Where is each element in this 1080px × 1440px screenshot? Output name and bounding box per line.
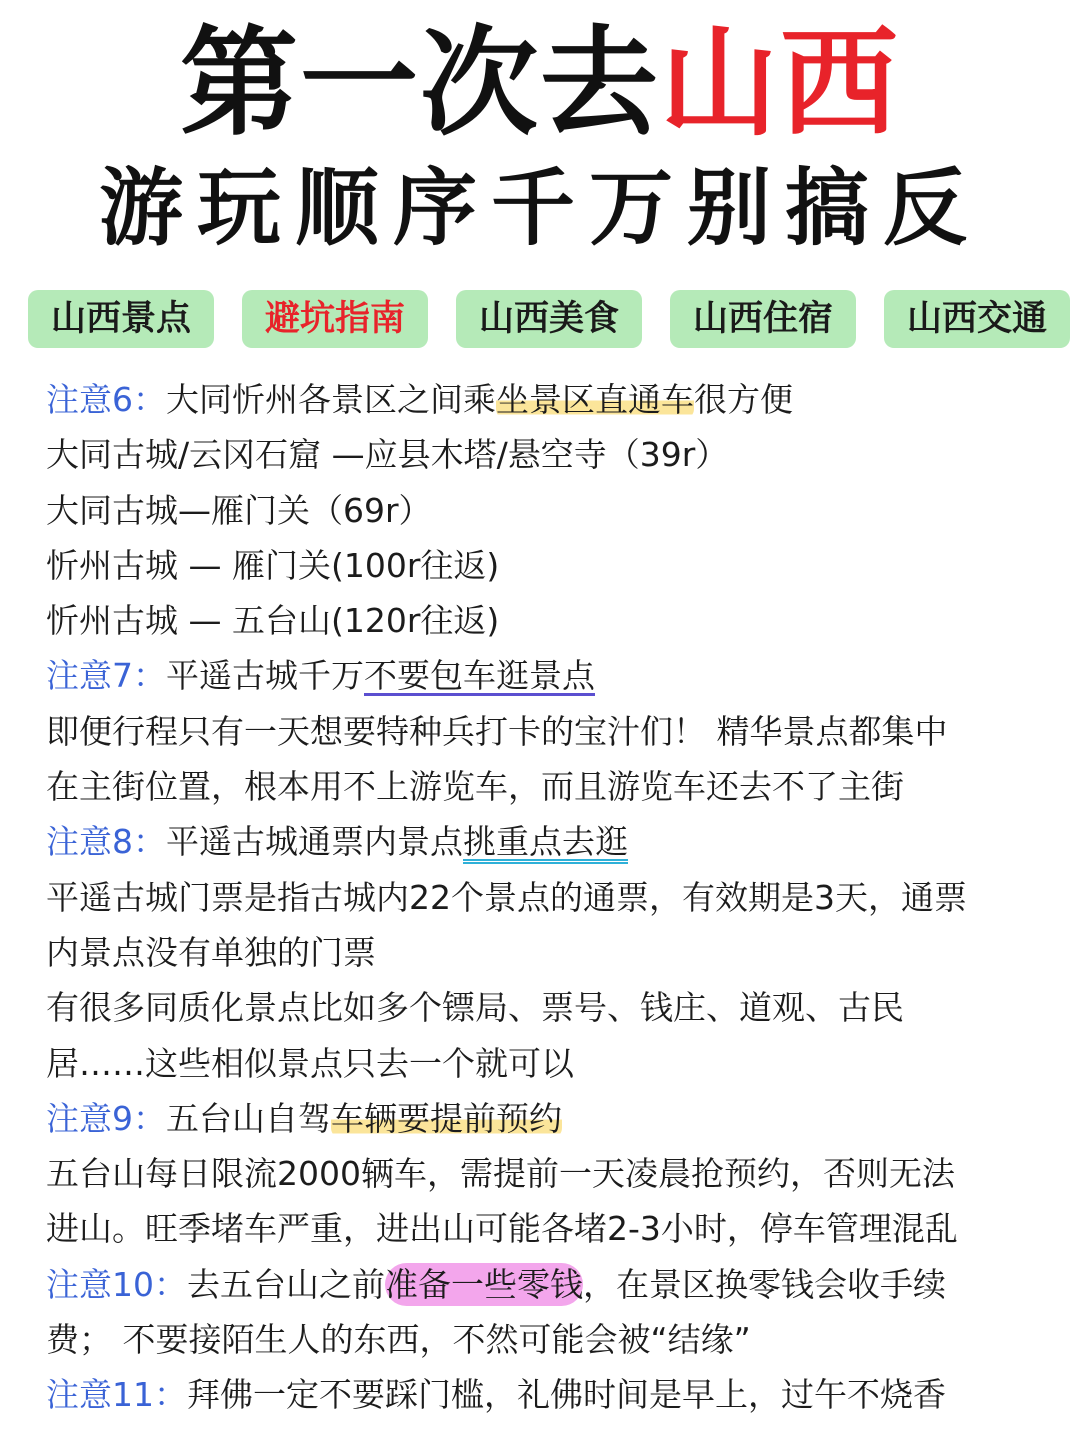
note-6-label: 注意6： — [46, 380, 166, 419]
tag-attractions[interactable]: 山西景点 — [28, 290, 214, 348]
tips-content — [46, 372, 1066, 1423]
note-6-route: 大同古城/云冈石窟 —应县木塔/悬空寺（39r） — [46, 435, 729, 475]
note-8-body: 平遥古城门票是指古城内22个景点的通票，有效期是3天，通票 — [46, 877, 967, 917]
note-10-heading — [46, 1257, 1066, 1312]
note-8-body: 有很多同质化景点比如多个镖局、票号、钱庄、道观、古民 — [46, 988, 904, 1028]
note-7-highlight: 不要包车逛景点 — [364, 656, 595, 696]
note-8-heading — [46, 814, 1066, 869]
note-11-label: 注意11： — [46, 1375, 187, 1415]
note-8-label: 注意8： — [46, 822, 166, 862]
note-9-highlight: 车辆要提前预约 — [331, 1098, 562, 1138]
note-11-heading — [46, 1367, 1066, 1422]
note-10-highlight: 准备一些零钱 — [385, 1264, 583, 1304]
title-accent: 山西 — [660, 14, 901, 152]
note-10-post: ，在景区换零钱会收手续 — [583, 1264, 946, 1304]
note-6-route: 忻州古城 — 雁门关(100r往返) — [46, 545, 500, 585]
tag-pitfall-guide[interactable]: 避坑指南 — [242, 290, 428, 348]
note-7-body: 即便行程只有一天想要特种兵打卡的宝汁们！ 精华景点都集中 — [46, 711, 948, 751]
note-6-highlight: 坐景区直通车 — [496, 380, 694, 419]
note-6-heading — [46, 372, 1066, 427]
note-6-route: 忻州古城 — 五台山(120r往返) — [46, 601, 500, 641]
note-6-pre: 大同忻州各景区之间乘 — [166, 380, 496, 419]
note-8-pre: 平遥古城通票内景点 — [166, 822, 463, 862]
note-10-label: 注意10： — [46, 1264, 187, 1304]
note-6-post: 很方便 — [694, 380, 793, 419]
tag-bar — [28, 290, 1070, 348]
note-10-pre: 去五台山之前 — [187, 1264, 385, 1304]
page-subtitle: 游玩顺序千万别搞反 — [98, 159, 981, 257]
tag-food[interactable]: 山西美食 — [456, 290, 642, 348]
note-8-body: 居……这些相似景点只去一个就可以 — [46, 1043, 574, 1083]
note-7-label: 注意7： — [46, 656, 166, 696]
note-9-body: 进山。旺季堵车严重，进出山可能各堵2-3小时，停车管理混乱 — [46, 1209, 958, 1249]
tag-transport[interactable]: 山西交通 — [884, 290, 1070, 348]
note-11-text: 拜佛一定不要踩门槛，礼佛时间是早上，过午不烧香 — [187, 1375, 946, 1415]
note-7-body: 在主街位置，根本用不上游览车，而且游览车还去不了主街 — [46, 767, 904, 807]
note-8-highlight: 挑重点去逛 — [463, 822, 628, 862]
note-10-body: 费； 不要接陌生人的东西，不然可能会被“结缘” — [46, 1320, 751, 1360]
note-7-pre: 平遥古城千万 — [166, 656, 364, 696]
title-prefix: 第一次去 — [179, 14, 660, 152]
note-7-heading — [46, 648, 1066, 703]
tag-lodging[interactable]: 山西住宿 — [670, 290, 856, 348]
note-9-label: 注意9： — [46, 1098, 166, 1138]
note-8-body: 内景点没有单独的门票 — [46, 932, 376, 972]
page-title — [0, 14, 1080, 152]
note-9-body: 五台山每日限流2000辆车，需提前一天凌晨抢预约，否则无法 — [46, 1154, 955, 1194]
note-6-route: 大同古城—雁门关（69r） — [46, 490, 432, 530]
note-9-heading — [46, 1091, 1066, 1146]
note-9-pre: 五台山自驾 — [166, 1098, 331, 1138]
